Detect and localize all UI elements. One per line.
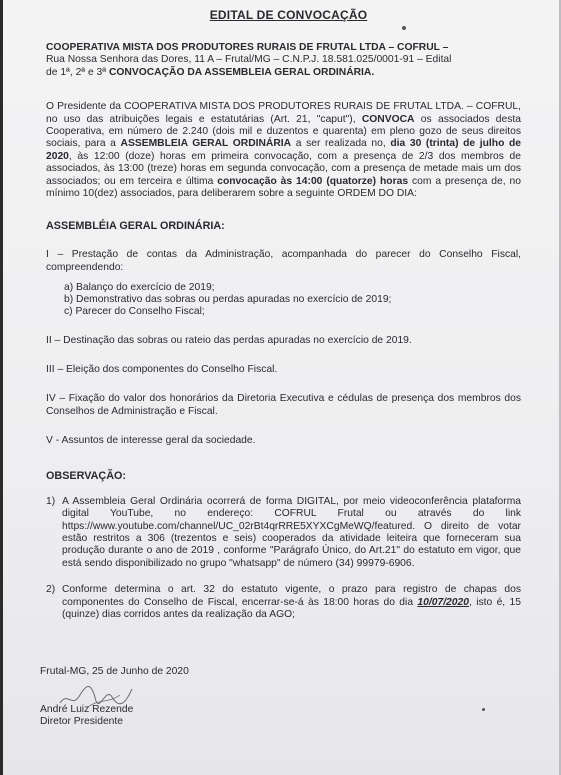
agenda-item-5: V - Assuntos de interesse geral da sociedade. [46,435,256,447]
subitem-c: c) Parecer do Conselho Fiscal; [64,305,205,317]
document-title: EDITAL DE CONVOCAÇÃO [209,8,368,22]
edital-line [46,67,521,79]
intro-text-3: a ser realizada no, [291,138,391,150]
signer-name: André Luiz Rezende [40,704,134,715]
agenda-section-title: ASSEMBLÉIA GERAL ORDINÁRIA: [46,220,225,233]
observation-title: OBSERVAÇÃO: [46,469,126,482]
intro-convoca: CONVOCA [361,113,415,125]
intro-text-4: , às 12:00 (doze) horas em primeira convocação, com a presença de 2/3 dos membros de associados, às 13:00 (treze) horas em segunda convocação, com a presença de metade mais um dos associados; ou em terceira e última [46,150,521,187]
observation-2-post: , isto é, 15 (quinze) dias corridos antes da realização da AGO; [62,596,521,620]
org-name: COOPERATIVA MISTA DOS PRODUTORES RURAIS DE FRUTAL LTDA – COFRUL – [46,42,449,53]
observation-2-date: 10/07/2020 [417,596,469,608]
org-address: Rua Nossa Senhora das Dores, 11 A – Frutal/MG – C.N.P.J. 18.581.025/0001-91 – Edital [46,54,452,66]
agenda-item-4: IV – Fixação do valor dos honorários da Diretoria Executiva e cédulas de presença dos membros dos Conselhos de Administração e Fiscal. [46,393,521,417]
intro-text-5: com a presença de, no mínimo 10(dez) associados, para deliberarem sobre a seguinte ORDEM DO DIA: [46,175,522,200]
observation-2-pre: Conforme determina o art. 32 do estatuto vigente, o prazo para registro de chapas dos componentes do Conselho de Fiscal, encerrar-se-á às 18:00 horas do dia [62,584,521,608]
agenda-item-3: III – Eleição dos componentes do Conselho Fiscal. [46,364,278,376]
observation-1-text: A Assembleia Geral Ordinária ocorrerá de forma DIGITAL, por meio videoconferência plataforma digital YouTube, no endereço: COFRUL Frutal ou através do link https://www.youtube.com/channel/UC_02rBt4qrRRE5XYXCgMeWQ/featured. O direito de votar estão restritos a 306 (trezentos e seis) cooperados da atividade leiteira que forneceram sua produção durante o ano de 2019 , conforme "Parágrafo Único, do Art.21" do estatuto em vigor, que está sendo disponibilizado no grupo "whatsapp" de número (34) 99979-6906. [62,495,521,569]
subitem-a: a) Balanço do exercício de 2019; [64,282,215,294]
observation-2-number: 2) [46,584,56,596]
observation-1 [46,496,521,570]
edital-convocation: CONVOCAÇÃO DA ASSEMBLEIA GERAL ORDINÁRIA. [108,66,375,78]
intro-date: dia 30 (trinta) de julho de 2020 [46,138,521,162]
intro-assembleia: ASSEMBLEIA GERAL ORDINÁRIA [120,138,292,150]
paper-mark [482,708,485,711]
observation-1-number: 1) [46,495,56,507]
page-left-edge [0,0,3,775]
agenda-item-1 [46,249,521,317]
agenda-item-1-text: I – Prestação de contas da Administração, acompanhada do parecer do Conselho Fiscal, compreendendo: [46,249,521,273]
intro-text-2: os associados desta Cooperativa, em número de 2.240 (dois mil e duzentos e quarenta) em pleno gozo de seus direitos sociais, para a [46,113,521,150]
header-block [46,42,521,79]
intro-text-1: O Presidente da COOPERATIVA MISTA DOS PRODUTORES RURAIS DE FRUTAL LTDA. – COFRUL, no uso das atribuições legais e estatutárias (Art. 21, "caput"), [46,101,521,125]
observation-2-text [62,584,521,621]
signer-role: Diretor Presidente [40,716,123,727]
agenda-item-1-subitems [64,282,521,317]
agenda-item-2: II – Destinação das sobras ou rateio das perdas apuradas no exercício de 2019. [46,334,412,346]
observation-2 [46,584,521,621]
edital-prefix: de 1ª, 2ª e 3ª [46,66,109,78]
intro-third-call: convocação às 14:00 (quatorze) horas [217,175,409,187]
intro-paragraph [46,101,521,200]
paper-mark [402,26,406,30]
place-date: Frutal-MG, 25 de Junho de 2020 [40,666,189,677]
subitem-b: b) Demonstrativo das sobras ou perdas apuradas no exercício de 2019; [64,294,392,306]
